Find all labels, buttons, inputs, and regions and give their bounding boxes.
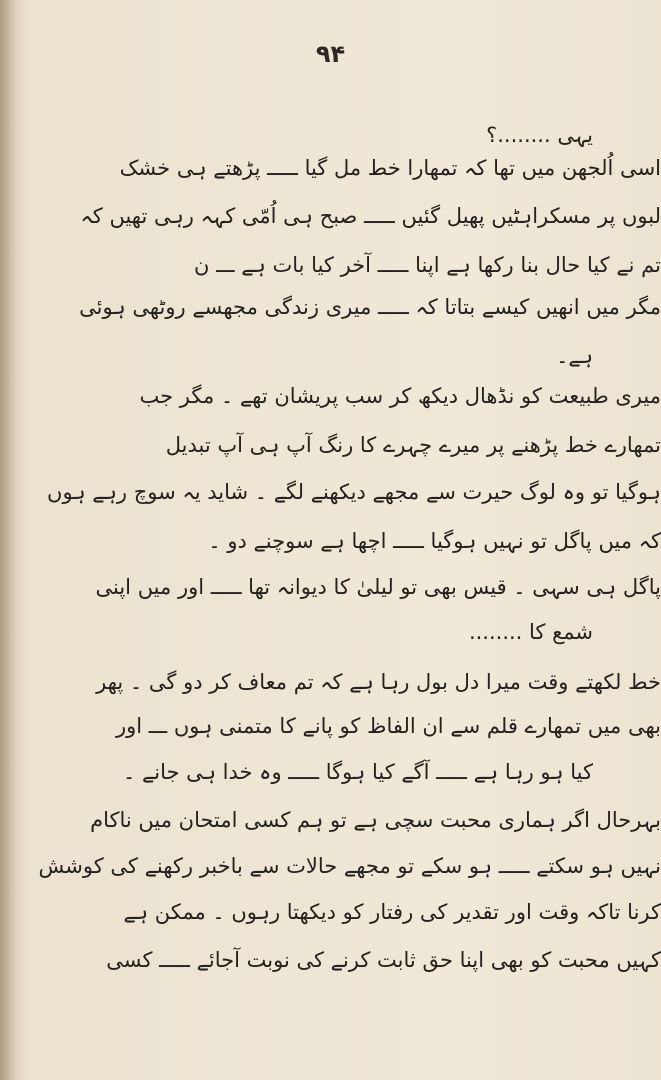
- text-line: تمھارے خط پڑھنے پر میرے چہرے کا رنگ آپ ہی آپ تبدیل: [165, 433, 661, 457]
- text-line: کیا ہو رہا ہے ـــــ آگے کیا ہوگا ـــــ وہ خدا ہی جانے ۔: [123, 760, 593, 784]
- text-line: پاگل ہی سہی ۔ قیس بھی تو لیلیٰ کا دیوانہ تھا ـــــ اور میں اپنی: [95, 575, 661, 599]
- text-line: شمع کا ........: [468, 620, 593, 644]
- text-line: بہرحال اگر ہماری محبت سچی ہے تو ہم کسی امتحان میں ناکام: [90, 808, 661, 832]
- text-line: اسی اُلجھن میں تھا کہ تمھارا خط مل گیا ـــــ پڑھتے ہی خشک: [119, 156, 661, 180]
- text-line: کہیں محبت کو بھی اپنا حق ثابت کرنے کی نوبت آجائے ـــــ کسی: [106, 948, 661, 972]
- text-line: لبوں پر مسکراہٹیں پھیل گئیں ـــــ صبح ہی اُمّی کہہ رہی تھیں کہ: [80, 204, 661, 228]
- text-line: مگر میں انھیں کیسے بتاتا کہ ـــــ میری زندگی مجھسے روٹھی ہوئی: [79, 295, 661, 319]
- text-line: کرنا تاکہ وقت اور تقدیر کی رفتار کو دیکھتا رہوں ۔ ممکن ہے: [123, 900, 661, 924]
- page-number: ۹۴: [315, 40, 346, 68]
- text-line: تم نے کیا حال بنا رکھا ہے اپنا ـــــ آخر کیا بات ہے ـــ ن: [193, 253, 661, 277]
- text-line: بھی میں تمھارے قلم سے ان الفاظ کو پانے کا متمنی ہوں ـــ اور: [115, 714, 661, 738]
- text-line: میری طبیعت کو نڈھال دیکھ کر سب پریشان تھے ۔ مگر جب: [139, 384, 661, 408]
- text-line: نہیں ہو سکتے ـــــ ہو سکے تو مجھے حالات سے باخبر رکھنے کی کوشش: [38, 854, 661, 878]
- text-line: ہوگیا تو وہ لوگ حیرت سے مجھے دیکھنے لگے ۔ شاید یہ سوچ رہے ہوں: [47, 480, 661, 504]
- text-line: یہی ........؟: [486, 123, 593, 147]
- text-line: کہ میں پاگل تو نہیں ہوگیا ـــــ اچھا ہے سوچنے دو ۔: [208, 529, 661, 553]
- text-line: ہے۔: [556, 344, 593, 368]
- text-line: خط لکھتے وقت میرا دل بول رہا ہے کہ تم معاف کر دو گی ۔ پھر: [96, 670, 661, 694]
